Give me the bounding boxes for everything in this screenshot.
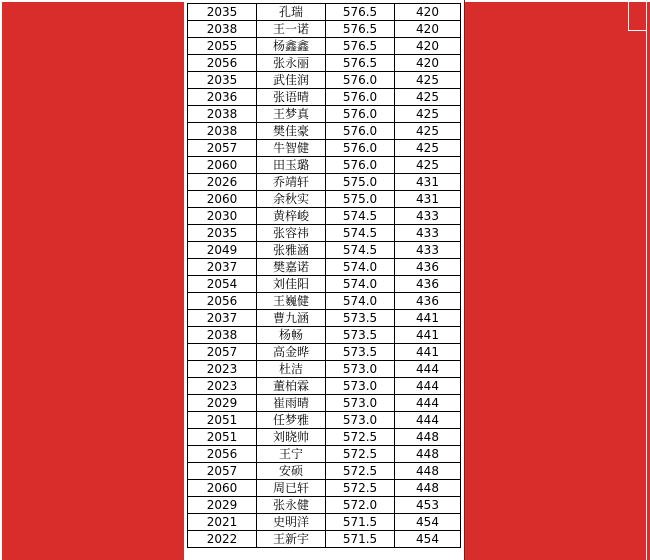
class-cell: 2023: [188, 378, 257, 395]
class-cell: 2057: [188, 140, 257, 157]
table-row: [188, 123, 461, 140]
score-table-body: [188, 4, 461, 548]
class-cell: 2051: [188, 429, 257, 446]
name-cell: 杨鑫鑫: [257, 38, 326, 55]
table-row: [188, 191, 461, 208]
table-row: [188, 344, 461, 361]
rank-cell: 436: [395, 293, 461, 310]
name-cell: 孔瑞: [257, 4, 326, 21]
rank-cell: 448: [395, 480, 461, 497]
name-cell: 张语晴: [257, 89, 326, 106]
name-cell: 牛智健: [257, 140, 326, 157]
table-row: [188, 412, 461, 429]
class-cell: 2056: [188, 293, 257, 310]
name-cell: 黄梓峻: [257, 208, 326, 225]
rank-cell: 441: [395, 344, 461, 361]
score-cell: 576.0: [326, 157, 395, 174]
table-row: [188, 89, 461, 106]
score-cell: 576.0: [326, 89, 395, 106]
score-cell: 573.5: [326, 310, 395, 327]
rank-cell: 433: [395, 225, 461, 242]
table-row: [188, 446, 461, 463]
table-row: [188, 208, 461, 225]
score-cell: 573.0: [326, 395, 395, 412]
class-cell: 2055: [188, 38, 257, 55]
table-row: [188, 174, 461, 191]
class-cell: 2021: [188, 514, 257, 531]
score-cell: 575.0: [326, 174, 395, 191]
score-cell: 576.0: [326, 140, 395, 157]
rank-cell: 453: [395, 497, 461, 514]
name-cell: 乔靖轩: [257, 174, 326, 191]
rank-cell: 420: [395, 55, 461, 72]
score-cell: 574.5: [326, 225, 395, 242]
rank-cell: 448: [395, 446, 461, 463]
class-cell: 2026: [188, 174, 257, 191]
score-cell: 576.0: [326, 72, 395, 89]
class-cell: 2057: [188, 463, 257, 480]
table-row: [188, 395, 461, 412]
name-cell: 刘佳阳: [257, 276, 326, 293]
score-cell: 573.5: [326, 344, 395, 361]
score-cell: 573.0: [326, 361, 395, 378]
name-cell: 周已轩: [257, 480, 326, 497]
table-row: [188, 361, 461, 378]
table-row: [188, 378, 461, 395]
score-cell: 572.5: [326, 463, 395, 480]
rank-cell: 444: [395, 378, 461, 395]
score-table: [187, 3, 461, 548]
class-cell: 2060: [188, 191, 257, 208]
table-row: [188, 72, 461, 89]
table-row: [188, 38, 461, 55]
table-row: [188, 21, 461, 38]
rank-cell: 420: [395, 21, 461, 38]
table-row: [188, 276, 461, 293]
scrollbar-track-right: [646, 0, 647, 560]
rank-cell: 425: [395, 89, 461, 106]
table-row: [188, 310, 461, 327]
rank-cell: 444: [395, 361, 461, 378]
table-row: [188, 497, 461, 514]
table-row: [188, 293, 461, 310]
table-row: [188, 157, 461, 174]
name-cell: 田玉璐: [257, 157, 326, 174]
rank-cell: 454: [395, 531, 461, 548]
rank-cell: 436: [395, 259, 461, 276]
rank-cell: 441: [395, 310, 461, 327]
name-cell: 王巍健: [257, 293, 326, 310]
left-frame-border: [0, 0, 2, 560]
class-cell: 2049: [188, 242, 257, 259]
rank-cell: 431: [395, 191, 461, 208]
name-cell: 张永丽: [257, 55, 326, 72]
score-cell: 576.5: [326, 4, 395, 21]
sheet-right-edge: [464, 0, 465, 560]
score-cell: 572.5: [326, 480, 395, 497]
class-cell: 2051: [188, 412, 257, 429]
class-cell: 2037: [188, 310, 257, 327]
score-sheet: [184, 0, 464, 560]
class-cell: 2023: [188, 361, 257, 378]
class-cell: 2057: [188, 344, 257, 361]
rank-cell: 431: [395, 174, 461, 191]
score-cell: 573.5: [326, 327, 395, 344]
table-row: [188, 327, 461, 344]
table-row: [188, 480, 461, 497]
table-row: [188, 225, 461, 242]
name-cell: 崔雨晴: [257, 395, 326, 412]
rank-cell: 448: [395, 463, 461, 480]
score-cell: 572.5: [326, 446, 395, 463]
class-cell: 2054: [188, 276, 257, 293]
class-cell: 2056: [188, 55, 257, 72]
class-cell: 2029: [188, 497, 257, 514]
class-cell: 2038: [188, 327, 257, 344]
class-cell: 2060: [188, 480, 257, 497]
name-cell: 董柏霖: [257, 378, 326, 395]
table-row: [188, 106, 461, 123]
class-cell: 2036: [188, 89, 257, 106]
name-cell: 张永健: [257, 497, 326, 514]
score-cell: 571.5: [326, 514, 395, 531]
table-row: [188, 55, 461, 72]
score-cell: 576.5: [326, 21, 395, 38]
table-row: [188, 514, 461, 531]
table-row: [188, 259, 461, 276]
score-cell: 576.0: [326, 106, 395, 123]
score-cell: 574.0: [326, 293, 395, 310]
name-cell: 樊佳豪: [257, 123, 326, 140]
name-cell: 刘晓帅: [257, 429, 326, 446]
table-row: [188, 4, 461, 21]
name-cell: 曹九涵: [257, 310, 326, 327]
class-cell: 2037: [188, 259, 257, 276]
score-cell: 576.0: [326, 123, 395, 140]
score-cell: 571.5: [326, 531, 395, 548]
rank-cell: 444: [395, 395, 461, 412]
rank-cell: 425: [395, 106, 461, 123]
class-cell: 2035: [188, 4, 257, 21]
name-cell: 樊嘉诺: [257, 259, 326, 276]
class-cell: 2060: [188, 157, 257, 174]
name-cell: 王宁: [257, 446, 326, 463]
class-cell: 2038: [188, 21, 257, 38]
score-cell: 572.0: [326, 497, 395, 514]
rank-cell: 425: [395, 72, 461, 89]
class-cell: 2035: [188, 225, 257, 242]
score-cell: 574.0: [326, 259, 395, 276]
name-cell: 张容祎: [257, 225, 326, 242]
name-cell: 王一诺: [257, 21, 326, 38]
scrollbar-track-left: [628, 0, 629, 30]
name-cell: 安硕: [257, 463, 326, 480]
rank-cell: 444: [395, 412, 461, 429]
score-cell: 572.5: [326, 429, 395, 446]
rank-cell: 425: [395, 123, 461, 140]
score-cell: 573.0: [326, 378, 395, 395]
name-cell: 余秋实: [257, 191, 326, 208]
class-cell: 2029: [188, 395, 257, 412]
class-cell: 2038: [188, 123, 257, 140]
class-cell: 2022: [188, 531, 257, 548]
class-cell: 2056: [188, 446, 257, 463]
name-cell: 任梦雅: [257, 412, 326, 429]
name-cell: 史明洋: [257, 514, 326, 531]
rank-cell: 425: [395, 157, 461, 174]
table-row: [188, 429, 461, 446]
name-cell: 高金晔: [257, 344, 326, 361]
name-cell: 王新宇: [257, 531, 326, 548]
rank-cell: 420: [395, 38, 461, 55]
score-cell: 573.0: [326, 412, 395, 429]
name-cell: 杜洁: [257, 361, 326, 378]
table-row: [188, 242, 461, 259]
rank-cell: 454: [395, 514, 461, 531]
table-row: [188, 463, 461, 480]
rank-cell: 448: [395, 429, 461, 446]
score-cell: 575.0: [326, 191, 395, 208]
class-cell: 2030: [188, 208, 257, 225]
name-cell: 杨畅: [257, 327, 326, 344]
rank-cell: 425: [395, 140, 461, 157]
score-cell: 576.5: [326, 38, 395, 55]
name-cell: 武佳润: [257, 72, 326, 89]
rank-cell: 441: [395, 327, 461, 344]
table-row: [188, 531, 461, 548]
score-cell: 574.5: [326, 242, 395, 259]
rank-cell: 436: [395, 276, 461, 293]
score-cell: 576.5: [326, 55, 395, 72]
score-cell: 574.5: [326, 208, 395, 225]
rank-cell: 433: [395, 242, 461, 259]
class-cell: 2035: [188, 72, 257, 89]
rank-cell: 433: [395, 208, 461, 225]
class-cell: 2038: [188, 106, 257, 123]
table-row: [188, 140, 461, 157]
score-cell: 574.0: [326, 276, 395, 293]
name-cell: 张雅涵: [257, 242, 326, 259]
rank-cell: 420: [395, 4, 461, 21]
scrollbar-thumb-edge[interactable]: [628, 30, 647, 31]
name-cell: 王梦真: [257, 106, 326, 123]
